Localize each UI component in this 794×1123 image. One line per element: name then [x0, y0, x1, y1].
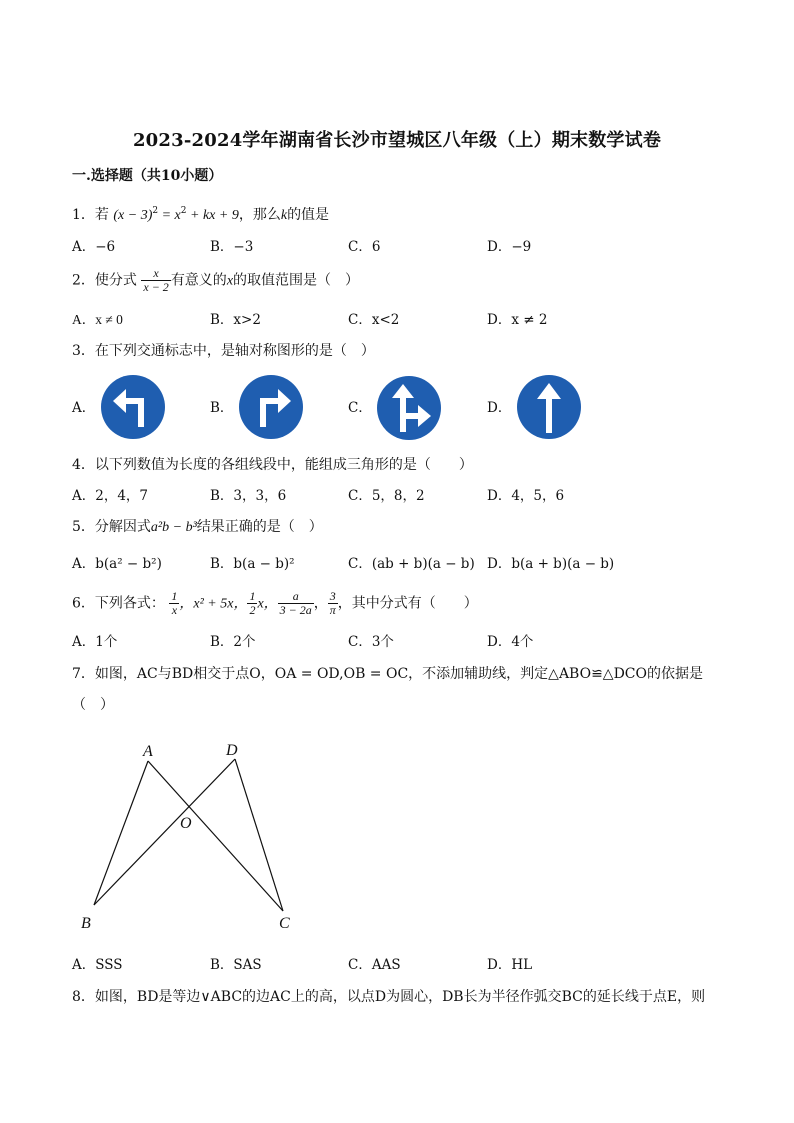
q5-option-d[interactable]: D．b(a + b)(a − b) [487, 556, 615, 572]
q2-option-b[interactable]: B．x>2 [210, 312, 261, 328]
section-heading: 一.选择题（共10小题） [72, 168, 223, 184]
q6-option-d[interactable]: D．4个 [487, 634, 534, 650]
q6-option-c[interactable]: C．3个 [348, 634, 394, 650]
question-8: 8．如图，BD是等边∨ABC的边AC上的高，以点D为圆心，DB长为半径作弧交BC的延长线于点E，则 [72, 989, 706, 1005]
q4-option-c[interactable]: C．5，8，2 [348, 488, 425, 504]
straight-or-right-sign-icon[interactable] [377, 376, 441, 440]
page-title: 2023-2024学年湖南省长沙市望城区八年级（上）期末数学试卷 [132, 130, 662, 151]
q4-option-b[interactable]: B．3，3，6 [210, 488, 287, 504]
q3-option-a[interactable]: A． [72, 400, 96, 416]
q7-option-c[interactable]: C．AAS [348, 957, 401, 973]
q1-option-b[interactable]: B．−3 [210, 239, 254, 255]
point-label-b: B [81, 915, 91, 932]
straight-ahead-sign-icon[interactable] [517, 375, 581, 439]
question-3: 3．在下列交通标志中，是轴对称图形的是（ ） [72, 343, 375, 359]
q5-option-c[interactable]: C．(ab + b)(a − b) [348, 556, 475, 572]
q3-option-b[interactable]: B． [210, 400, 234, 416]
q1-option-a[interactable]: A．−6 [72, 239, 116, 255]
turn-right-sign-icon[interactable] [239, 375, 303, 439]
q2-option-c[interactable]: C．x<2 [348, 312, 400, 328]
q2-option-d[interactable]: D．x ≠ 2 [487, 312, 548, 328]
segment-ab [94, 761, 148, 905]
point-label-c: C [279, 915, 290, 932]
q7-option-b[interactable]: B．SAS [210, 957, 262, 973]
q1-option-c[interactable]: C．6 [348, 239, 381, 255]
q4-option-d[interactable]: D．4，5，6 [487, 488, 565, 504]
point-label-d: D [226, 742, 238, 759]
q6-option-a[interactable]: A．1个 [72, 634, 118, 650]
segment-dc [235, 759, 283, 911]
q6-option-b[interactable]: B．2个 [210, 634, 256, 650]
segment-ac [148, 761, 283, 911]
q1-option-d[interactable]: D．−9 [487, 239, 532, 255]
q2-option-a[interactable]: A．x ≠ 0 [72, 312, 123, 327]
question-6: 6．下列各式： $\frac{1}{x}$ ，x² + 5x， $\frac{1}{2}$ x， $\frac{a}{3 - 2a}$ ， $\frac{3}{\pi}$ ，其中分式有（ ） [72, 589, 478, 617]
question-2: 2．使分式 $\frac{x}{x - 2}$ 有意义的x的取值范围是（ ） [72, 266, 360, 294]
q5-option-b[interactable]: B．b(a − b)² [210, 556, 295, 572]
question-1: 1．若 $(x - 3)^2 = x^2$ + kx + 9，那么k的值是 [72, 206, 330, 223]
point-label-a: A [143, 743, 153, 760]
question-7-cont: （ ） [72, 697, 114, 713]
point-label-o: O [180, 815, 192, 832]
segment-bd [94, 759, 235, 905]
q5-option-a[interactable]: A．b(a² − b²) [72, 556, 162, 572]
q3-option-d[interactable]: D． [487, 400, 512, 416]
q7-option-d[interactable]: D．HL [487, 957, 533, 973]
q3-option-c[interactable]: C． [348, 400, 372, 416]
q4-option-a[interactable]: A．2，4，7 [72, 488, 149, 504]
q7-figure [70, 735, 310, 935]
turn-left-sign-icon[interactable] [101, 375, 165, 439]
question-5: 5．分解因式a²b − b³结果正确的是（ ） [72, 519, 323, 535]
q7-option-a[interactable]: A．SSS [72, 957, 123, 973]
question-7: 7．如图，AC与BD相交于点O，OA = OD,OB = OC，不添加辅助线，判定△ABO≌△DCO的依据是 [72, 666, 703, 682]
question-4: 4．以下列数值为长度的各组线段中，能组成三角形的是（ ） [72, 457, 473, 473]
